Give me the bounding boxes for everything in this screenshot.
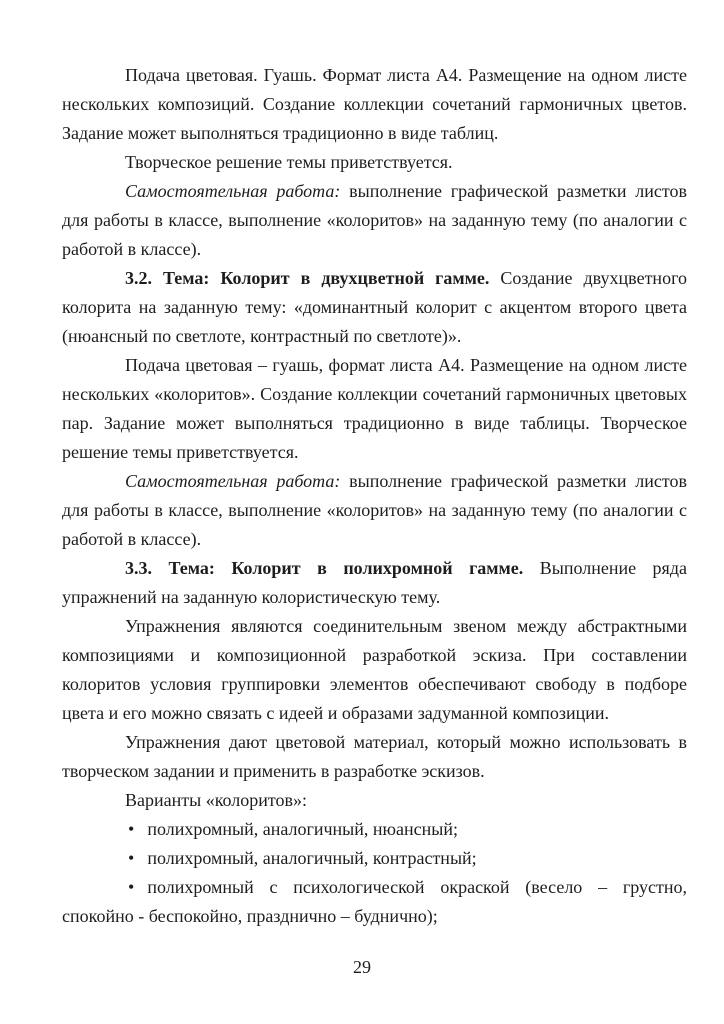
bullet-text: полихромный с психологической окраской (весело – грустно, спокойно - беспокойно, празднично – буднично);	[62, 877, 687, 926]
paragraph	[62, 264, 687, 351]
bullet-text: полихромный, аналогичный, контрастный;	[147, 848, 477, 868]
paragraph-text: Варианты «колоритов»:	[125, 790, 308, 810]
paragraph-lead: 3.2. Тема: Колорит в двухцветной гамме.	[125, 268, 490, 288]
paragraph	[62, 554, 687, 612]
bullet-item	[62, 815, 687, 844]
page-number: 29	[353, 957, 371, 977]
paragraph	[62, 467, 687, 554]
paragraph	[62, 612, 687, 728]
document-body	[62, 61, 687, 931]
paragraph	[62, 786, 687, 815]
paragraph-text: выполнение графической разметки листов для работы в классе, выполнение «колоритов» на заданную тему (по аналогии с работой в классе).	[62, 471, 688, 549]
paragraph-lead: 3.3. Тема: Колорит в полихромной гамме.	[125, 558, 524, 578]
paragraph-text: Подача цветовая – гуашь, формат листа А4. Размещение на одном листе нескольких «колоритов». Создание коллекции сочетаний гармоничных цветовых пар. Задание может выполняться традиционно в виде таблицы. Творческое решение темы приветствуется.	[62, 355, 687, 462]
paragraph-text: Выполнение ряда упражнений на заданную колористическую тему.	[62, 558, 687, 607]
paragraph	[62, 61, 687, 148]
paragraph-lead: Самостоятельная работа:	[125, 181, 341, 201]
paragraph-text: Творческое решение темы приветствуется.	[125, 152, 453, 172]
paragraph	[62, 177, 687, 264]
paragraph-lead: Самостоятельная работа:	[125, 471, 341, 491]
paragraph	[62, 351, 687, 467]
paragraph-text: Подача цветовая. Гуашь. Формат листа А4. Размещение на одном листе нескольких композиций. Создание коллекции сочетаний гармоничных цветов. Задание может выполняться традиционно в виде таблиц.	[62, 65, 687, 143]
bullet-item	[62, 844, 687, 873]
bullet-icon: •	[128, 819, 135, 839]
bullet-item	[62, 873, 687, 931]
paragraph	[62, 728, 687, 786]
paragraph-text: Создание двухцветного колорита на заданную тему: «доминантный колорит с акцентом второго цвета (нюансный по светлоте, контрастный по светлоте)».	[62, 268, 687, 346]
paragraph-text: Упражнения дают цветовой материал, который можно использовать в творческом задании и применить в разработке эскизов.	[62, 732, 687, 781]
paragraph-text: Упражнения являются соединительным звеном между абстрактными композициями и композиционной разработкой эскиза. При составлении колоритов условия группировки элементов обеспечивают свободу в подборе цвета и его можно связать с идеей и образами задуманной композиции.	[62, 616, 687, 723]
bullet-icon: •	[128, 877, 135, 897]
paragraph	[62, 148, 687, 177]
paragraph-text: выполнение графической разметки листов для работы в классе, выполнение «колоритов» на заданную тему (по аналогии с работой в классе).	[62, 181, 688, 259]
bullet-icon: •	[128, 848, 135, 868]
bullet-text: полихромный, аналогичный, нюансный;	[147, 819, 458, 839]
